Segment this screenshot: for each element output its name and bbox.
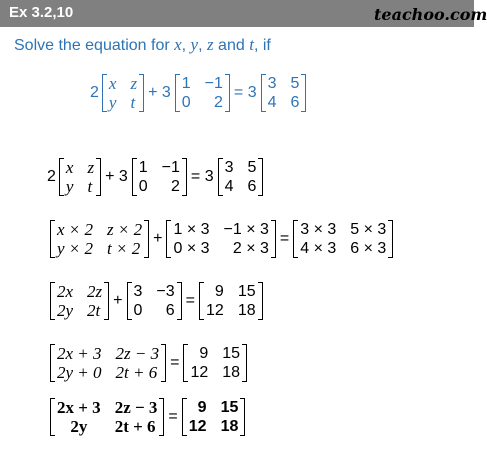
solution-step-3: 2x 2z 2y 2t + 3 −3 0 6 = 9 15 12 18 [47,282,266,320]
solution-step-1: 2 x z y t + 3 1 −1 0 2 = 3 3 5 4 6 [47,158,266,196]
teachoo-logo: teachoo.com [374,5,487,24]
matrix-b-times-3: 1 × 3 −1 × 3 0 × 3 2 × 3 [166,220,275,258]
matrix-b: 1 −1 0 2 [132,158,187,196]
matrix-c: 3 5 4 6 [261,74,307,112]
exercise-title: Ex 3.2,10 [9,4,74,21]
matrix-c: 3 5 4 6 [218,158,264,196]
matrix-c-times-3: 3 × 3 5 × 3 4 × 3 6 × 3 [293,220,393,258]
matrix-b: 1 −1 0 2 [175,74,230,112]
matrix-variables: x z y t [59,158,101,196]
solution-step-4: 2x + 3 2z − 3 2y + 0 2t + 6 = 9 15 12 18 [47,344,250,382]
matrix-variables: x z y t [102,74,144,112]
matrix-sum-simplified: 2x + 3 2z − 3 2y 2t + 6 [50,398,164,436]
given-equation: 2 x z y t + 3 1 −1 0 2 = 3 3 5 4 6 [90,74,309,112]
question-text: Solve the equation for x, y, z and t, if [14,35,271,54]
solution-step-5: 2x + 3 2z − 3 2y 2t + 6 = 9 15 12 18 [47,398,248,436]
matrix-b-scaled: 3 −3 0 6 [127,282,182,320]
header-bar [0,0,487,27]
matrix-sum: 2x + 3 2z − 3 2y + 0 2t + 6 [50,344,166,382]
matrix-result: 9 15 12 18 [182,398,246,436]
matrix-2-variables: 2x 2z 2y 2t [50,282,109,320]
solution-step-2: x × 2 z × 2 y × 2 t × 2 + 1 × 3 −1 × 3 0 × 3 2 × 3 = 3 × 3 5 × 3 4 × 3 6 × 3 [47,220,396,258]
matrix-variables-times-2: x × 2 z × 2 y × 2 t × 2 [50,220,149,258]
matrix-result: 9 15 12 18 [183,344,247,382]
matrix-c-scaled: 9 15 12 18 [199,282,263,320]
